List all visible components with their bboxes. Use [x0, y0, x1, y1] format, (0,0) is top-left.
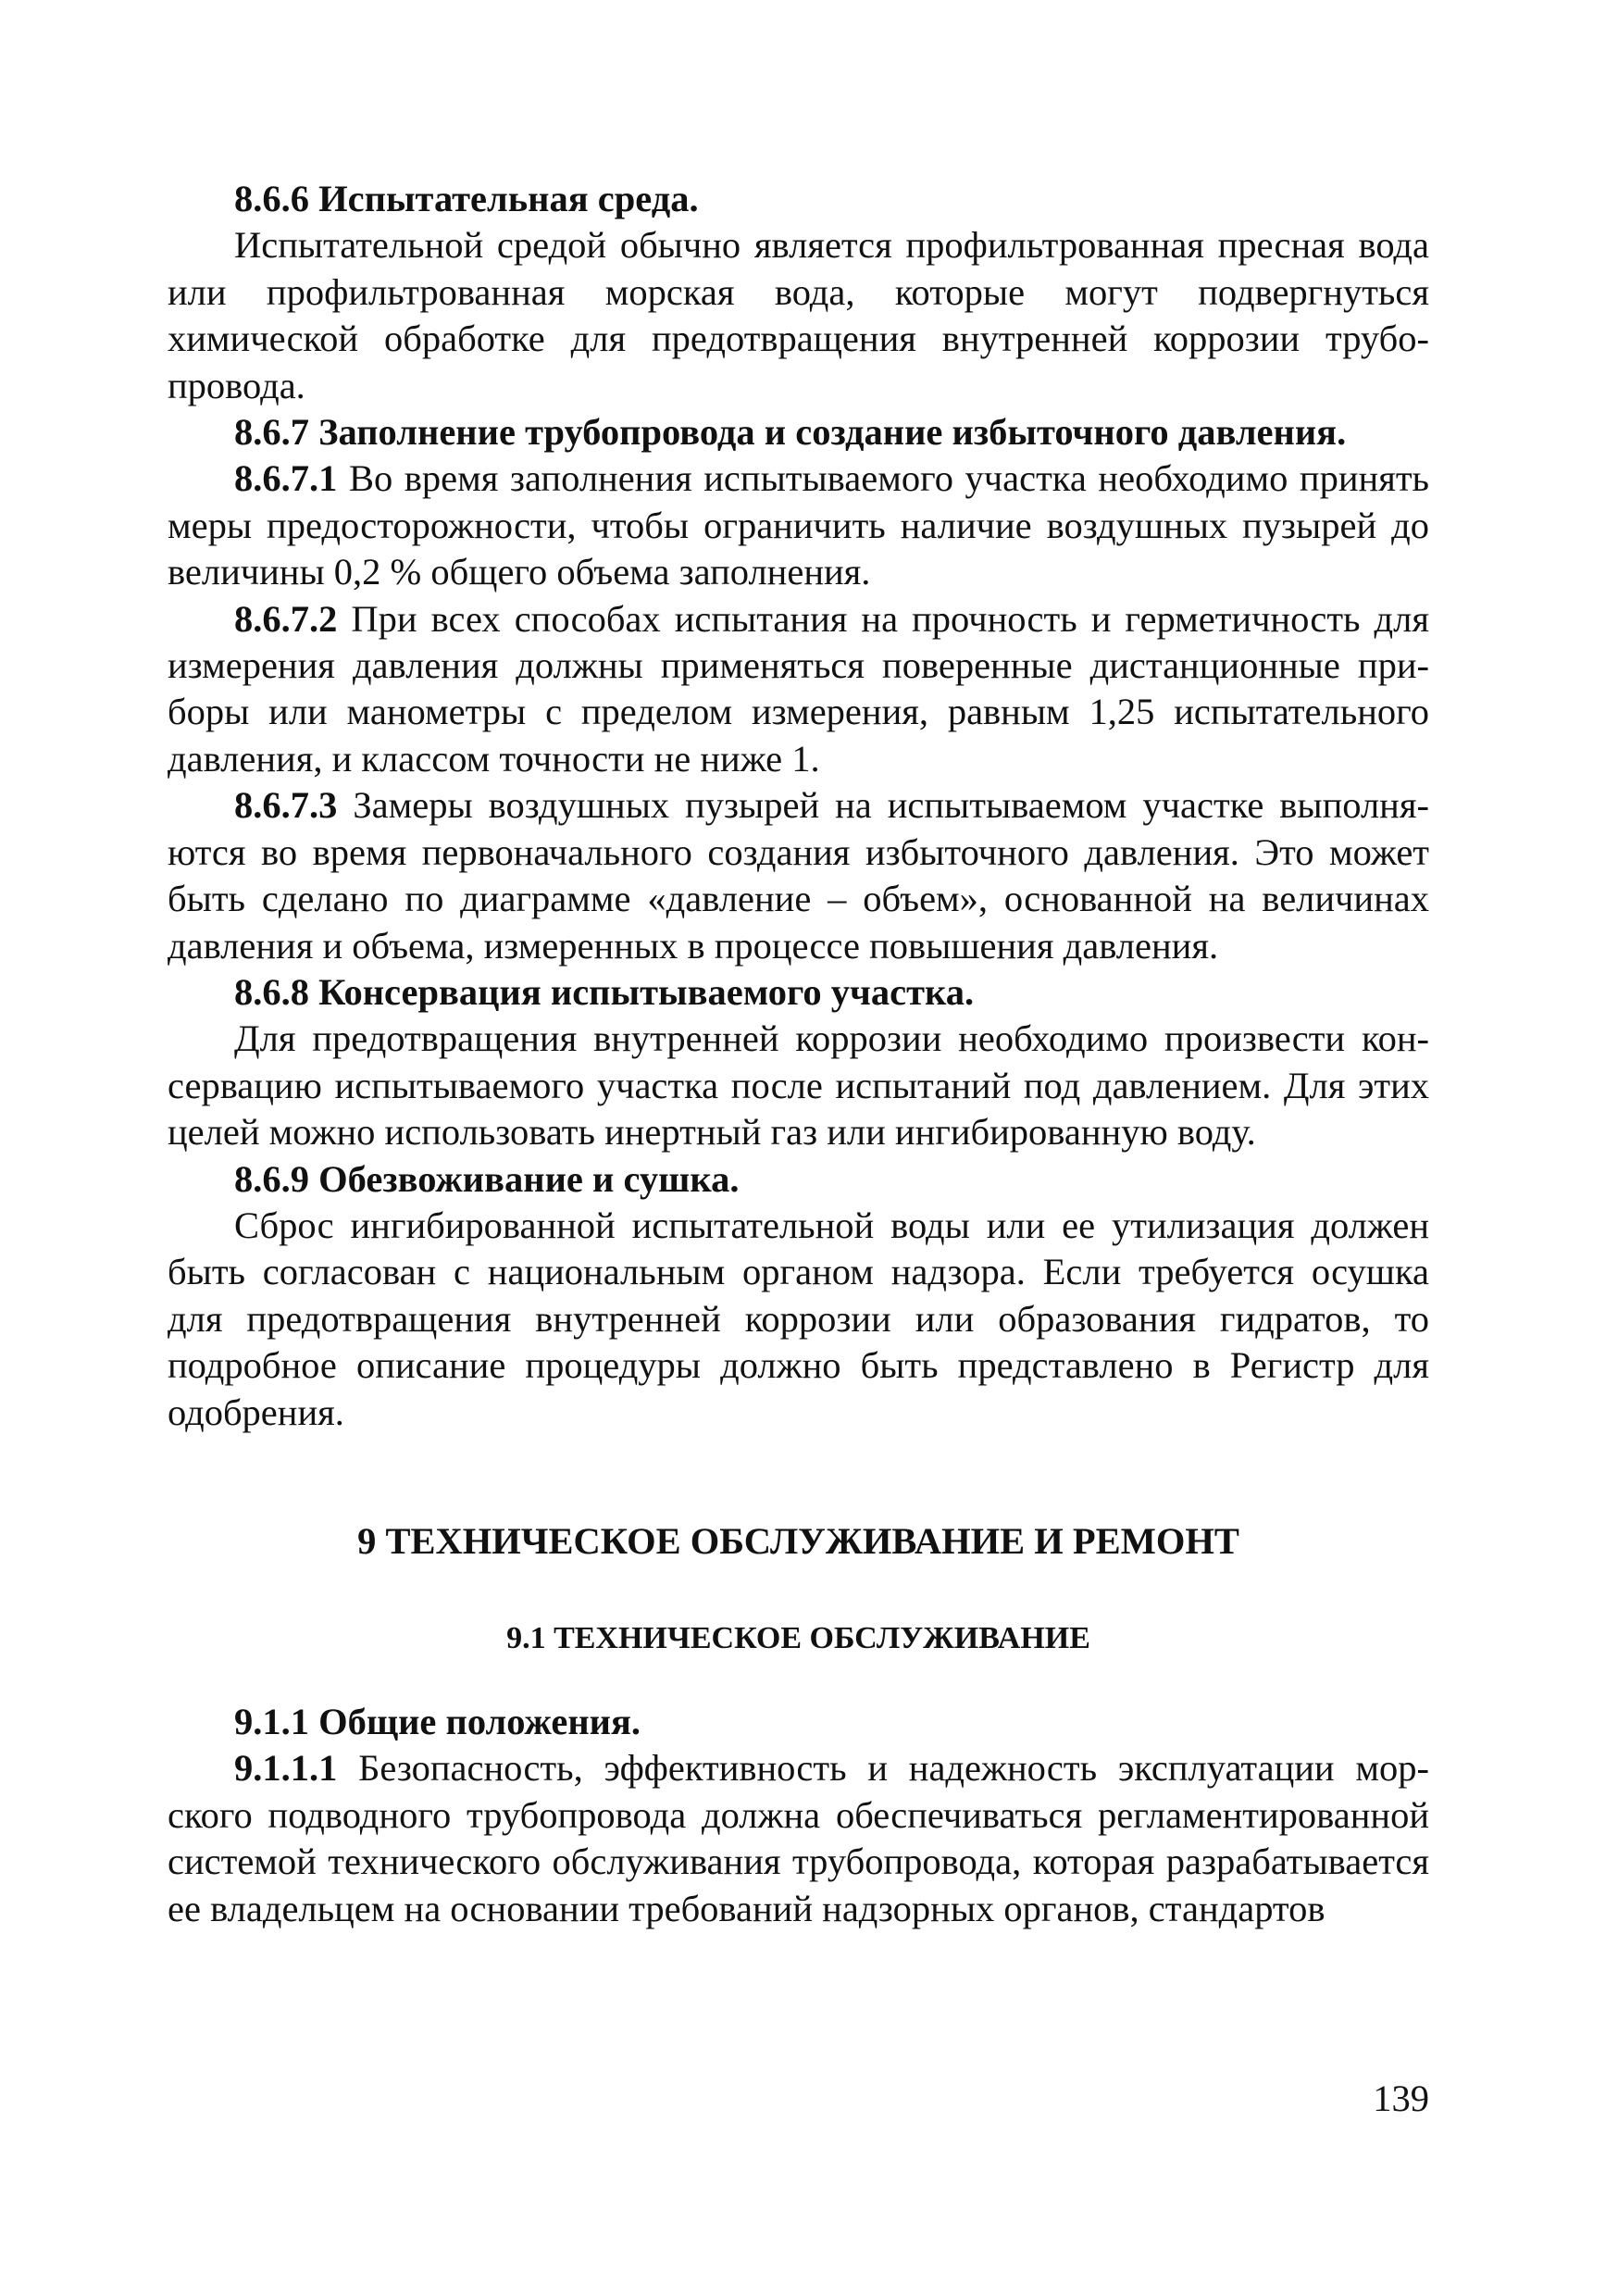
heading-9-1-1: 9.1.1 Общие положения.: [234, 1701, 641, 1742]
page-number: 139: [1373, 2078, 1429, 2119]
clause-number: 8.6.7.1: [234, 457, 338, 500]
chapter-title: 9 ТЕХНИЧЕСКОЕ ОБСЛУЖИВАНИЕ И РЕМОНТ: [357, 1520, 1239, 1562]
clause-number: 8.6.7.3: [234, 784, 338, 827]
section-title: 9.1 ТЕХНИЧЕСКОЕ ОБСЛУЖИВАНИЕ: [506, 1621, 1090, 1655]
heading-8-6-6: 8.6.6 Испытательная среда.: [234, 178, 699, 219]
paragraph-8-6-6: Испытательной средой обычно является профильтрованная пресная вода или профильтрованная морская вода, которые могут подвергнуться химической обработке для предотвращения внутренней коррозии трубопровода.: [168, 224, 1429, 406]
paragraph-9-1-1-1: [168, 1745, 1429, 1932]
paragraph-8-6-8: Для предотвращения внутренней коррозии необходимо произвести консервацию испытываемого участка после испытаний под давлением. Для этих целей можно использовать инертный газ или ингибированную воду.: [168, 1017, 1429, 1154]
heading-8-6-8: 8.6.8 Консервация испытываемого участка.: [234, 970, 975, 1013]
paragraph-8-6-9: Сброс ингибированной испытательной воды или ее утилизация должен быть согласован с национальным органом надзора. Если требуется осушка для предотвращения внутренней коррозии или образования гидратов, то подробное описание процедуры должно быть представлено в Регистр для одобрения.: [168, 1204, 1429, 1433]
paragraph-8-6-7-3: [168, 782, 1429, 969]
section-9-1-1: [168, 1699, 1429, 1932]
paragraph-8-6-7-1: [168, 455, 1429, 595]
clause-text: При всех способах испытания на прочность и герметичность для измерения давления должны применяться поверенные дистанционные приборы или манометры с пределом измерения, равным 1,25 испытательного давления, и классом точности не ниже 1.: [168, 597, 1429, 780]
clause-text: Безопасность, эффективность и надежность эксплуатации морского подводного трубопровода должна обеспечиваться регламентированной системой технического обслуживания трубопровода, которая разрабатывается ее владельцем на основании требований надзорных органов, стандартов: [168, 1747, 1429, 1929]
heading-8-6-9: 8.6.9 Обезвоживание и сушка.: [234, 1157, 740, 1200]
clause-text: Замеры воздушных пузырей на испытываемом участке выполняются во время первоначального создания избыточного давления. Это может быть сделано по диаграмме «давление – объем», основанной на величинах давления и объема, измеренных в процессе повышения давления.: [168, 784, 1429, 967]
clause-number: 9.1.1.1: [234, 1747, 338, 1790]
heading-8-6-7: 8.6.7 Заполнение трубопровода и создание избыточного давления.: [234, 411, 1347, 454]
paragraph-8-6-7-2: [168, 596, 1429, 783]
page-content: [168, 176, 1429, 1436]
clause-number: 8.6.7.2: [234, 597, 338, 640]
clause-text: Во время заполнения испытываемого участка необходимо принять меры предосторожности, чтобы ограничить наличие воздушных пузырей до величины 0,2 % общего объема заполнения.: [168, 457, 1429, 593]
